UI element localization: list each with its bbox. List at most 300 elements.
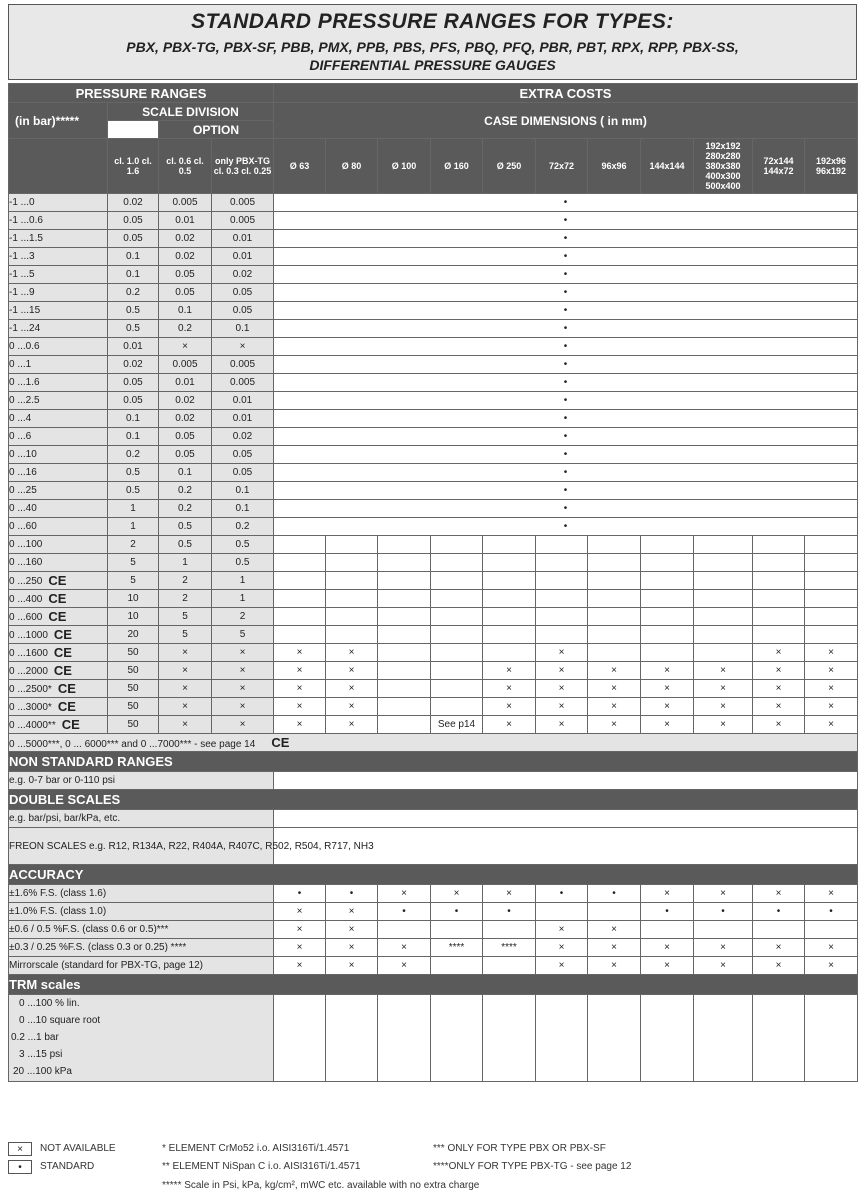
accuracy-label: ±0.6 / 0.5 %F.S. (class 0.6 or 0.5)*** bbox=[9, 921, 274, 939]
case-cell bbox=[536, 572, 588, 590]
case-cell bbox=[483, 608, 536, 626]
scale-class-06: 1 bbox=[159, 554, 212, 572]
case-cell bbox=[326, 608, 378, 626]
ce-mark-icon: CE bbox=[271, 735, 290, 750]
range-text: 0 ...25 bbox=[9, 485, 37, 496]
case-cell: × bbox=[805, 680, 858, 698]
ce-mark-icon: CE bbox=[48, 573, 67, 588]
scale-division-header: SCALE DIVISION bbox=[108, 103, 274, 121]
double-scales-row bbox=[9, 790, 858, 810]
case-cell: × bbox=[805, 716, 858, 734]
accuracy-cell: × bbox=[641, 939, 694, 957]
case-cell: × bbox=[588, 716, 641, 734]
range-text: 0 ...1.6 bbox=[9, 377, 40, 388]
accuracy-cell: × bbox=[431, 885, 483, 903]
scale-class-06: 0.2 bbox=[159, 320, 212, 338]
scale-class-06: 0.01 bbox=[159, 374, 212, 392]
scale-class-1: 50 bbox=[108, 680, 159, 698]
range-label bbox=[9, 374, 108, 392]
scale-class-03: 0.02 bbox=[212, 266, 274, 284]
case-size-header: Ø 63 bbox=[274, 139, 326, 194]
double-scales-example-row-label: e.g. bar/psi, bar/kPa, etc. bbox=[9, 810, 274, 828]
case-size-header: 96x96 bbox=[588, 139, 641, 194]
accuracy-row bbox=[9, 903, 858, 921]
case-cell bbox=[483, 572, 536, 590]
case-cell: × bbox=[694, 698, 753, 716]
standard-dot-cell: • bbox=[274, 212, 858, 230]
range-label bbox=[9, 626, 108, 644]
case-cell: × bbox=[588, 680, 641, 698]
table-row bbox=[9, 680, 858, 698]
case-cell bbox=[274, 590, 326, 608]
scale-class-03: 0.1 bbox=[212, 500, 274, 518]
case-cell: × bbox=[753, 644, 805, 662]
pressure-ranges-table bbox=[8, 83, 858, 1082]
scale-class-03: 0.1 bbox=[212, 482, 274, 500]
case-cell bbox=[641, 554, 694, 572]
range-label bbox=[9, 662, 108, 680]
case-cell bbox=[483, 554, 536, 572]
scale-class-03: 0.02 bbox=[212, 428, 274, 446]
accuracy-cell: × bbox=[536, 921, 588, 939]
case-cell: × bbox=[536, 644, 588, 662]
accuracy-cell: × bbox=[378, 939, 431, 957]
case-cell: × bbox=[483, 698, 536, 716]
case-cell: × bbox=[753, 680, 805, 698]
case-cell: × bbox=[641, 716, 694, 734]
range-label bbox=[9, 410, 108, 428]
case-cell bbox=[641, 590, 694, 608]
scale-class-1: 0.5 bbox=[108, 482, 159, 500]
scale-class-06: 0.02 bbox=[159, 230, 212, 248]
range-text: 0 ...4 bbox=[9, 413, 32, 424]
accuracy-cell: • bbox=[431, 903, 483, 921]
scale-class-1: 0.05 bbox=[108, 392, 159, 410]
case-cell bbox=[431, 608, 483, 626]
range-text: 0 ...2.5 bbox=[9, 395, 40, 406]
range-text: 0 ...0.6 bbox=[9, 341, 40, 352]
range-label bbox=[9, 536, 108, 554]
case-cell: × bbox=[274, 698, 326, 716]
accuracy-cell: × bbox=[483, 885, 536, 903]
accuracy-cell: × bbox=[326, 903, 378, 921]
case-cell bbox=[378, 554, 431, 572]
high-range-note bbox=[9, 734, 858, 752]
case-cell bbox=[588, 536, 641, 554]
case-cell bbox=[378, 680, 431, 698]
accuracy-cell: × bbox=[694, 939, 753, 957]
range-label bbox=[9, 644, 108, 662]
case-cell bbox=[326, 572, 378, 590]
scale-class-1: 1 bbox=[108, 500, 159, 518]
scale-class-06: 0.05 bbox=[159, 266, 212, 284]
range-label bbox=[9, 518, 108, 536]
trm-item: 0 ...10 square root bbox=[19, 1015, 101, 1026]
table-row bbox=[9, 320, 858, 338]
scale-class-03: 0.01 bbox=[212, 248, 274, 266]
table-row bbox=[9, 338, 858, 356]
range-text: 0 ...400 bbox=[9, 594, 43, 605]
table-row bbox=[9, 572, 858, 590]
table-row bbox=[9, 428, 858, 446]
scale-class-1: 0.05 bbox=[108, 374, 159, 392]
range-label bbox=[9, 212, 108, 230]
scale-class-06: 0.02 bbox=[159, 248, 212, 266]
option-header: OPTION bbox=[159, 121, 274, 139]
accuracy-cell bbox=[536, 903, 588, 921]
trm-row bbox=[9, 995, 858, 1082]
range-text: -1 ...0.6 bbox=[9, 215, 43, 226]
ce-mark-icon: CE bbox=[53, 627, 72, 642]
table-row bbox=[9, 248, 858, 266]
range-text: -1 ...9 bbox=[9, 287, 35, 298]
case-cell bbox=[378, 590, 431, 608]
scale-class-03: 1 bbox=[212, 572, 274, 590]
case-cell bbox=[805, 554, 858, 572]
case-cell bbox=[378, 572, 431, 590]
accuracy-cell: × bbox=[753, 957, 805, 975]
range-text: 0 ...10 bbox=[9, 449, 37, 460]
scale-class-1: 0.2 bbox=[108, 284, 159, 302]
class-03-header: only PBX-TG cl. 0.3 cl. 0.25 bbox=[212, 139, 274, 194]
case-cell bbox=[536, 590, 588, 608]
case-cell: × bbox=[536, 716, 588, 734]
scale-class-03: × bbox=[212, 680, 274, 698]
table-row bbox=[9, 302, 858, 320]
case-cell bbox=[274, 554, 326, 572]
case-cell: × bbox=[536, 680, 588, 698]
range-text: 0 ...2500* bbox=[9, 684, 52, 695]
scale-class-1: 10 bbox=[108, 590, 159, 608]
accuracy-cell: × bbox=[805, 939, 858, 957]
standard-dot-cell: • bbox=[274, 446, 858, 464]
case-cell bbox=[378, 698, 431, 716]
double-scales-title: DOUBLE SCALES bbox=[9, 790, 858, 810]
case-cell bbox=[431, 662, 483, 680]
case-cell bbox=[588, 590, 641, 608]
footnote-2: ** ELEMENT NiSpan C i.o. AISI316Ti/1.4571 bbox=[162, 1161, 361, 1172]
ce-mark-icon: CE bbox=[53, 645, 72, 660]
case-cell bbox=[274, 536, 326, 554]
ce-mark-icon: CE bbox=[61, 717, 80, 732]
scale-class-1: 5 bbox=[108, 554, 159, 572]
scale-class-1: 20 bbox=[108, 626, 159, 644]
accuracy-cell: × bbox=[588, 939, 641, 957]
range-text: 0 ...160 bbox=[9, 557, 43, 568]
range-label bbox=[9, 554, 108, 572]
scale-class-06: 5 bbox=[159, 626, 212, 644]
case-header-row bbox=[9, 139, 858, 194]
accuracy-cell bbox=[431, 921, 483, 939]
standard-dot-cell: • bbox=[274, 482, 858, 500]
case-cell bbox=[431, 698, 483, 716]
scale-class-1: 0.5 bbox=[108, 302, 159, 320]
case-size-header: Ø 160 bbox=[431, 139, 483, 194]
case-cell bbox=[378, 536, 431, 554]
scale-class-1: 50 bbox=[108, 698, 159, 716]
case-cell: × bbox=[483, 662, 536, 680]
range-text: 0 ...1 bbox=[9, 359, 32, 370]
table-row bbox=[9, 284, 858, 302]
standard-dot-cell: • bbox=[274, 410, 858, 428]
ce-mark-icon: CE bbox=[57, 681, 76, 696]
standard-dot-cell: • bbox=[274, 302, 858, 320]
case-cell bbox=[536, 608, 588, 626]
scale-class-06: 0.5 bbox=[159, 536, 212, 554]
case-cell bbox=[588, 644, 641, 662]
range-label bbox=[9, 590, 108, 608]
accuracy-label: ±1.6% F.S. (class 1.6) bbox=[9, 885, 274, 903]
scale-class-1: 0.02 bbox=[108, 356, 159, 374]
scale-class-03: 0.01 bbox=[212, 392, 274, 410]
accuracy-cell: × bbox=[274, 939, 326, 957]
case-cell bbox=[694, 572, 753, 590]
range-text: -1 ...5 bbox=[9, 269, 35, 280]
standard-dot-cell: • bbox=[274, 320, 858, 338]
cross-symbol-box: × bbox=[8, 1142, 32, 1156]
scale-class-03: 0.05 bbox=[212, 302, 274, 320]
case-cell bbox=[274, 626, 326, 644]
range-label bbox=[9, 680, 108, 698]
trm-cell bbox=[588, 995, 641, 1082]
scale-class-06: × bbox=[159, 698, 212, 716]
range-text: -1 ...0 bbox=[9, 197, 35, 208]
case-cell bbox=[805, 536, 858, 554]
case-cell bbox=[431, 554, 483, 572]
accuracy-cell: • bbox=[588, 885, 641, 903]
range-label bbox=[9, 608, 108, 626]
accuracy-cell: × bbox=[641, 885, 694, 903]
footnote-1: * ELEMENT CrMo52 i.o. AISI316Ti/1.4571 bbox=[162, 1143, 350, 1154]
range-text: 0 ...3000* bbox=[9, 702, 52, 713]
case-cell: × bbox=[483, 680, 536, 698]
table-row bbox=[9, 536, 858, 554]
non-standard-row bbox=[9, 752, 858, 772]
range-label bbox=[9, 500, 108, 518]
scale-class-03: 2 bbox=[212, 608, 274, 626]
range-label bbox=[9, 716, 108, 734]
accuracy-cell: × bbox=[378, 957, 431, 975]
trm-cell bbox=[694, 995, 753, 1082]
non-standard-example-row-label: e.g. 0-7 bar or 0-110 psi bbox=[9, 772, 274, 790]
footnote-4: ****ONLY FOR TYPE PBX-TG - see page 12 bbox=[433, 1161, 632, 1172]
trm-scales-title: TRM scales bbox=[9, 975, 858, 995]
case-cell bbox=[378, 644, 431, 662]
case-cell: × bbox=[588, 698, 641, 716]
range-label bbox=[9, 302, 108, 320]
table-row bbox=[9, 662, 858, 680]
range-label bbox=[9, 464, 108, 482]
case-cell: × bbox=[326, 680, 378, 698]
scale-class-1: 1 bbox=[108, 518, 159, 536]
case-cell: × bbox=[641, 698, 694, 716]
scale-class-1: 0.1 bbox=[108, 428, 159, 446]
range-label bbox=[9, 482, 108, 500]
accuracy-label: Mirrorscale (standard for PBX-TG, page 12) bbox=[9, 957, 274, 975]
accuracy-cell: × bbox=[274, 957, 326, 975]
scale-class-1: 2 bbox=[108, 536, 159, 554]
table-row bbox=[9, 698, 858, 716]
range-label bbox=[9, 248, 108, 266]
accuracy-cell bbox=[694, 921, 753, 939]
case-cell bbox=[431, 536, 483, 554]
accuracy-cell: × bbox=[536, 957, 588, 975]
accuracy-cell: **** bbox=[431, 939, 483, 957]
scale-class-03: 0.5 bbox=[212, 554, 274, 572]
accuracy-title: ACCURACY bbox=[9, 865, 858, 885]
class-1-header: cl. 1.0 cl. 1.6 bbox=[108, 139, 159, 194]
accuracy-cell: × bbox=[753, 939, 805, 957]
case-cell bbox=[588, 554, 641, 572]
footnote-5: ***** Scale in Psi, kPa, kg/cm², mWC etc. available with no extra charge bbox=[162, 1180, 480, 1191]
standard-dot-cell: • bbox=[274, 518, 858, 536]
accuracy-cell: **** bbox=[483, 939, 536, 957]
range-label bbox=[9, 428, 108, 446]
trm-cell bbox=[805, 995, 858, 1082]
ce-mark-icon: CE bbox=[48, 609, 67, 624]
case-cell bbox=[805, 572, 858, 590]
case-size-header: 72x144 144x72 bbox=[753, 139, 805, 194]
scale-class-06: 0.2 bbox=[159, 500, 212, 518]
case-cell: × bbox=[641, 662, 694, 680]
trm-cell bbox=[274, 995, 326, 1082]
accuracy-cell: × bbox=[641, 957, 694, 975]
scale-class-1: 0.02 bbox=[108, 194, 159, 212]
standard-dot-cell: • bbox=[274, 230, 858, 248]
accuracy-cell: • bbox=[483, 903, 536, 921]
scale-class-03: 1 bbox=[212, 590, 274, 608]
accuracy-cell: × bbox=[694, 885, 753, 903]
standard-dot-cell: • bbox=[274, 194, 858, 212]
case-cell: × bbox=[805, 698, 858, 716]
trm-cell bbox=[378, 995, 431, 1082]
table-body bbox=[9, 194, 858, 1082]
accuracy-cell: × bbox=[326, 957, 378, 975]
range-label bbox=[9, 572, 108, 590]
pressure-ranges-header: PRESSURE RANGES bbox=[9, 84, 274, 103]
case-size-header: Ø 250 bbox=[483, 139, 536, 194]
case-cell bbox=[694, 536, 753, 554]
scale-class-1: 0.1 bbox=[108, 248, 159, 266]
accuracy-label: ±0.3 / 0.25 %F.S. (class 0.3 or 0.25) **** bbox=[9, 939, 274, 957]
range-text: 0 ...6 bbox=[9, 431, 32, 442]
case-cell: × bbox=[694, 716, 753, 734]
scale-class-1: 0.5 bbox=[108, 320, 159, 338]
trm-scales-row bbox=[9, 975, 858, 995]
range-text: 0 ...2000 bbox=[9, 666, 48, 677]
accuracy-cell: × bbox=[378, 885, 431, 903]
scale-class-1: 5 bbox=[108, 572, 159, 590]
case-cell: × bbox=[274, 662, 326, 680]
scale-class-1: 50 bbox=[108, 716, 159, 734]
table-row bbox=[9, 518, 858, 536]
case-cell bbox=[805, 626, 858, 644]
accuracy-cell: × bbox=[274, 903, 326, 921]
range-text: -1 ...3 bbox=[9, 251, 35, 262]
case-cell bbox=[326, 590, 378, 608]
accuracy-cell: • bbox=[536, 885, 588, 903]
standard-dot-cell: • bbox=[274, 500, 858, 518]
case-cell: × bbox=[274, 716, 326, 734]
non-standard-title: NON STANDARD RANGES bbox=[9, 752, 858, 772]
scale-class-1: 50 bbox=[108, 644, 159, 662]
range-text: 0 ...100 bbox=[9, 539, 43, 550]
case-cell: × bbox=[536, 698, 588, 716]
case-cell bbox=[694, 608, 753, 626]
scale-class-03: 0.5 bbox=[212, 536, 274, 554]
range-text: -1 ...1.5 bbox=[9, 233, 43, 244]
case-cell: × bbox=[588, 662, 641, 680]
trm-list bbox=[9, 995, 274, 1082]
standard-dot-cell: • bbox=[274, 266, 858, 284]
case-cell bbox=[753, 590, 805, 608]
table-row bbox=[9, 230, 858, 248]
ce-mark-icon: CE bbox=[53, 663, 72, 678]
trm-item: 20 ...100 kPa bbox=[13, 1066, 72, 1077]
non-standard-example-row bbox=[9, 772, 858, 790]
trm-cell bbox=[326, 995, 378, 1082]
double-scales-example-row-value bbox=[274, 810, 858, 828]
case-size-header: 144x144 bbox=[641, 139, 694, 194]
case-size-header: Ø 100 bbox=[378, 139, 431, 194]
case-cell bbox=[694, 590, 753, 608]
in-bar-header: (in bar)***** bbox=[9, 103, 108, 139]
trm-cell bbox=[483, 995, 536, 1082]
case-cell bbox=[805, 590, 858, 608]
legend-standard: STANDARD bbox=[40, 1161, 95, 1172]
accuracy-row bbox=[9, 885, 858, 903]
accuracy-cell: • bbox=[274, 885, 326, 903]
class-06-header: cl. 0.6 cl. 0.5 bbox=[159, 139, 212, 194]
accuracy-cell: × bbox=[326, 939, 378, 957]
case-cell bbox=[378, 626, 431, 644]
extra-costs-header: EXTRA COSTS bbox=[274, 84, 858, 103]
case-size-header: 192x96 96x192 bbox=[805, 139, 858, 194]
scale-class-06: 0.1 bbox=[159, 464, 212, 482]
accuracy-cell bbox=[483, 957, 536, 975]
dot-symbol-box: • bbox=[8, 1160, 32, 1174]
case-cell: × bbox=[536, 662, 588, 680]
standard-dot-cell: • bbox=[274, 428, 858, 446]
range-label bbox=[9, 194, 108, 212]
ce-mark-icon: CE bbox=[57, 699, 76, 714]
case-cell: × bbox=[694, 680, 753, 698]
case-cell bbox=[753, 572, 805, 590]
accuracy-cell bbox=[431, 957, 483, 975]
table-row bbox=[9, 266, 858, 284]
table-row bbox=[9, 392, 858, 410]
scale-class-1: 0.1 bbox=[108, 266, 159, 284]
page-title: STANDARD PRESSURE RANGES FOR TYPES: bbox=[191, 10, 674, 33]
case-cell bbox=[274, 572, 326, 590]
scale-class-06: 0.005 bbox=[159, 194, 212, 212]
range-label bbox=[9, 446, 108, 464]
types-line-2: DIFFERENTIAL PRESSURE GAUGES bbox=[309, 57, 556, 73]
case-cell: × bbox=[326, 698, 378, 716]
accuracy-cell: × bbox=[805, 957, 858, 975]
accuracy-row bbox=[9, 865, 858, 885]
case-cell: × bbox=[753, 716, 805, 734]
scale-class-06: × bbox=[159, 338, 212, 356]
table-row bbox=[9, 446, 858, 464]
scale-class-03: 0.005 bbox=[212, 356, 274, 374]
range-text: -1 ...15 bbox=[9, 305, 41, 316]
trm-item: 0.2 ...1 bar bbox=[11, 1032, 59, 1043]
case-cell bbox=[326, 554, 378, 572]
scale-class-06: 0.1 bbox=[159, 302, 212, 320]
case-cell bbox=[431, 572, 483, 590]
accuracy-cell bbox=[641, 921, 694, 939]
